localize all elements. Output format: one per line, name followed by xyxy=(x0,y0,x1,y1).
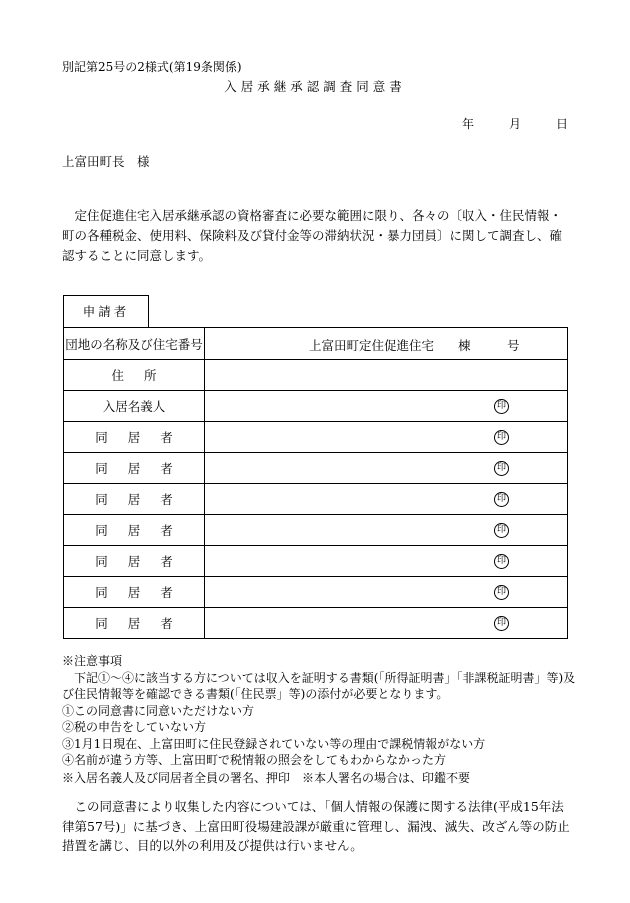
seal-mark-icon: 印 xyxy=(494,616,509,631)
table-row xyxy=(64,453,568,484)
date-year-label: 年 xyxy=(462,117,475,131)
consent-statement: 定住促進住宅入居承継承認の資格審査に必要な範囲に限り、各々の〔収入・住民情報・町の各種税金、使用料、保険料及び貸付金等の滞納状況・暴力団員〕に関して調査し、確認することに同意します。 xyxy=(62,208,563,263)
form-id: 別記第25号の2様式(第19条関係) xyxy=(62,60,242,74)
row-label: 同居者 xyxy=(64,577,205,608)
row-label: 入居名義人 xyxy=(64,391,205,422)
table-row xyxy=(64,546,568,577)
seal-mark-icon: 印 xyxy=(494,523,509,538)
seal-mark-icon: 印 xyxy=(494,461,509,476)
row-label: 同居者 xyxy=(64,484,205,515)
notes-item: ②税の申告をしていない方 xyxy=(62,720,207,734)
signature-field[interactable] xyxy=(205,608,568,639)
row-label: 同居者 xyxy=(64,422,205,453)
notes-item: ④名前が違う方等、上富田町で税情報の照会をしてもわからなかった方 xyxy=(62,753,447,767)
table-row xyxy=(64,515,568,546)
row-label: 同居者 xyxy=(64,515,205,546)
table-row xyxy=(64,422,568,453)
addressee: 上富田町長 様 xyxy=(62,154,150,169)
row-label: 住所 xyxy=(64,360,205,391)
unit-ward-label: 棟 xyxy=(458,338,471,353)
row-label: 同居者 xyxy=(64,546,205,577)
unit-number-label: 号 xyxy=(507,338,520,353)
signature-note: ※入居名義人及び同居者全員の署名、押印 ※本人署名の場合は、印鑑不要 xyxy=(62,771,471,785)
row-label: 同居者 xyxy=(64,453,205,484)
signature-field[interactable] xyxy=(205,484,568,515)
seal-mark-icon: 印 xyxy=(494,554,509,569)
privacy-statement: この同意書により収集した内容については、「個人情報の保護に関する法律(平成15年法律第57号)」に基づき、上富田町役場建設課が厳重に管理し、漏洩、滅失、改ざん等の防止措置を講じ、目的以外の利用及び提供は行いません。 xyxy=(62,799,570,853)
seal-mark-icon: 印 xyxy=(494,430,509,445)
signature-field[interactable] xyxy=(205,515,568,546)
notes-item: ①この同意書に同意いただけない方 xyxy=(62,703,255,718)
table-row xyxy=(64,484,568,515)
table-row-building xyxy=(64,328,568,360)
building-label: 団地の名称及び住宅番号 xyxy=(64,328,205,360)
row-label: 同居者 xyxy=(64,608,205,639)
document-title: 入居承継承認調査同意書 xyxy=(224,79,406,94)
table-row xyxy=(64,391,568,422)
table-row xyxy=(64,608,568,639)
seal-mark-icon: 印 xyxy=(494,492,509,507)
signature-field[interactable] xyxy=(205,453,568,484)
signature-field[interactable] xyxy=(205,422,568,453)
applicant-table xyxy=(63,327,568,639)
notes-section xyxy=(62,653,582,769)
signature-field[interactable] xyxy=(205,546,568,577)
date-day-label: 日 xyxy=(556,117,569,131)
address-field[interactable] xyxy=(205,360,568,391)
signature-field[interactable] xyxy=(205,391,568,422)
building-name: 上富田町定住促進住宅 xyxy=(309,338,435,353)
table-row xyxy=(64,577,568,608)
applicant-section-label: 申請者 xyxy=(63,295,149,327)
table-row xyxy=(64,360,568,391)
building-field[interactable] xyxy=(205,328,568,360)
date-month-label: 月 xyxy=(509,117,522,131)
seal-mark-icon: 印 xyxy=(494,585,509,600)
signature-field[interactable] xyxy=(205,577,568,608)
notes-lead: 下記①～④に該当する方については収入を証明する書類(「所得証明書」「非課税証明書」等)及び住民情報等を確認できる書類(「住民票」等)の添付が必要となります。 xyxy=(62,670,576,701)
seal-mark-icon: 印 xyxy=(494,399,509,414)
notes-item: ③1月1日現在、上富田町に住民登録されていない等の理由で課税情報がない方 xyxy=(62,736,486,751)
notes-heading: ※注意事項 xyxy=(62,654,123,668)
